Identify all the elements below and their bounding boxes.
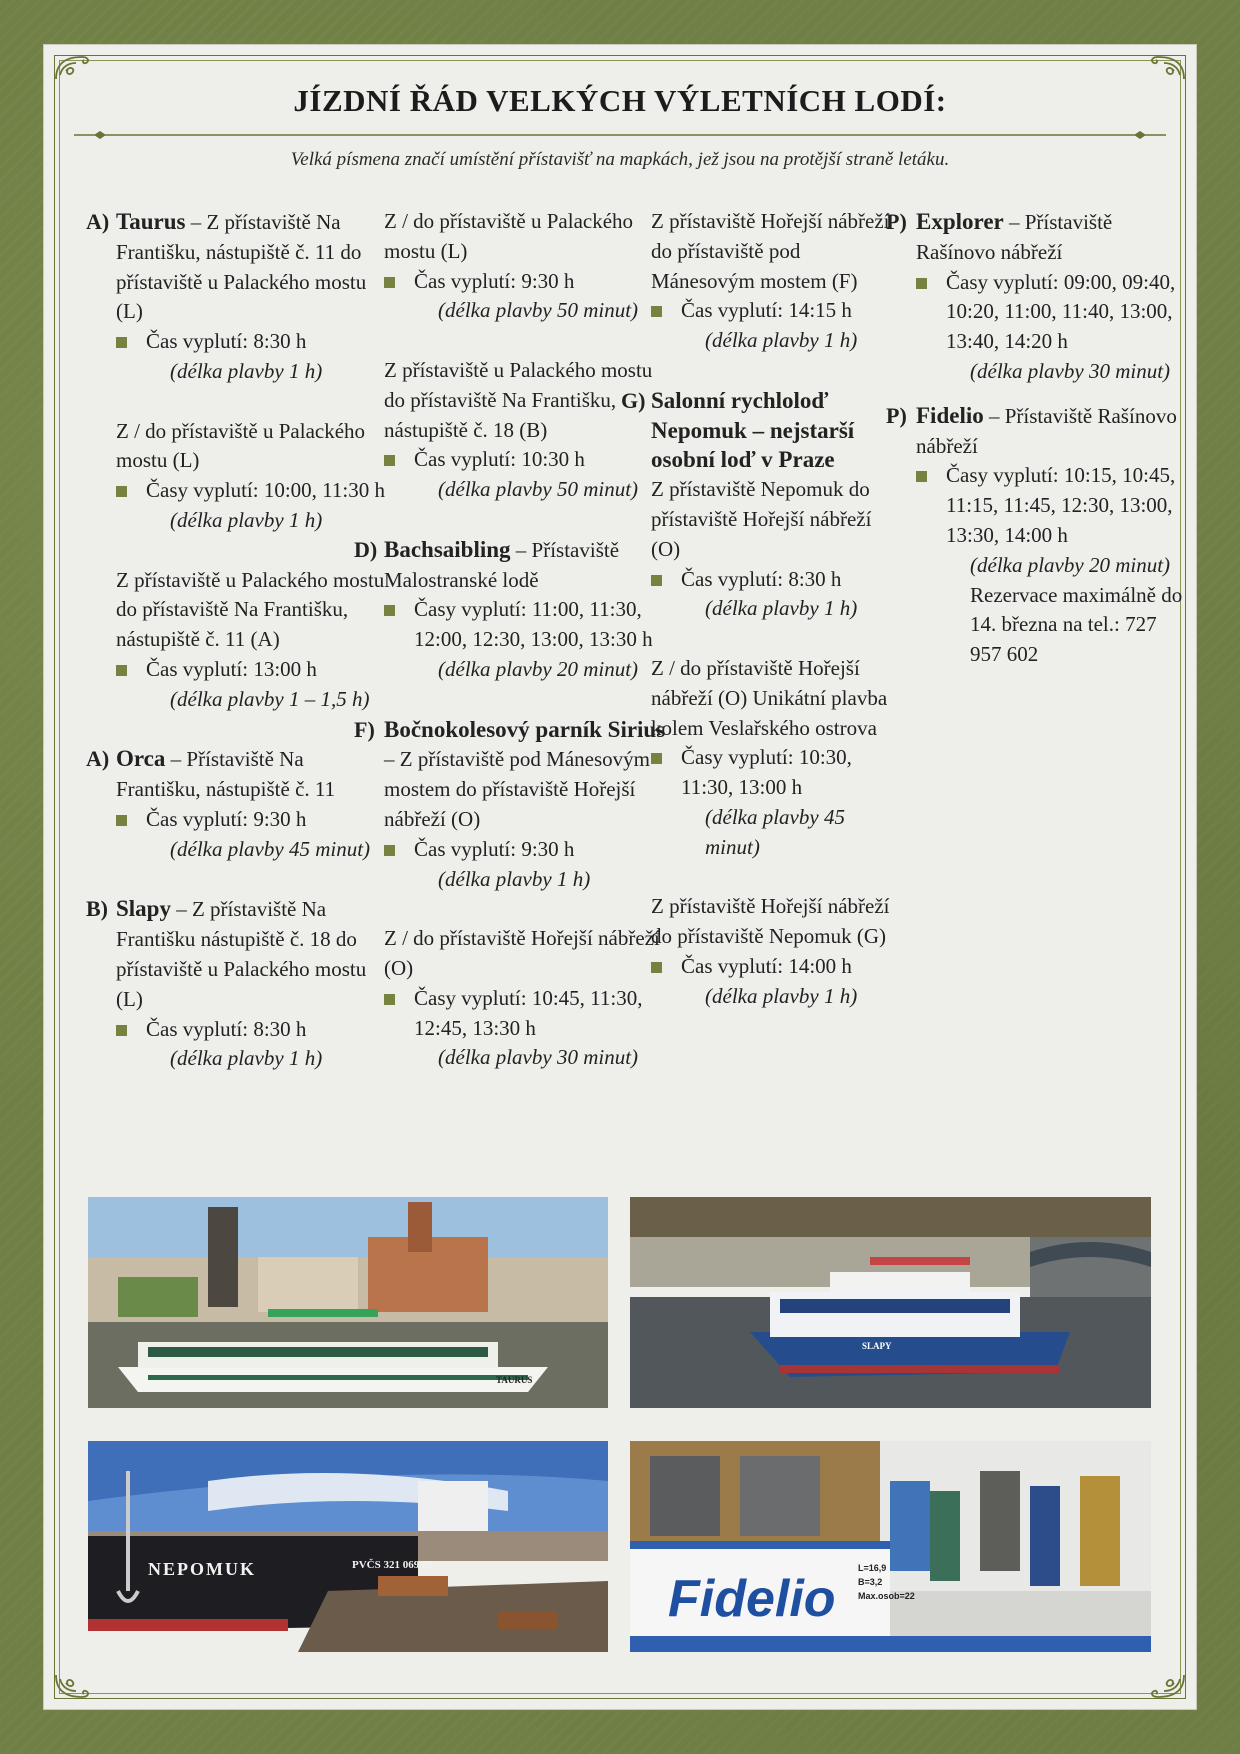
departure-item: Časy vyplutí: 10:15, 10:45, 11:15, 11:45, 12:30, 13:00, 13:30, 14:00 h (délka plavby 20 minut) Rezervace maximálně do 14. března na tel.: 727 957 602	[916, 461, 1186, 670]
departure-item: Časy vyplutí: 10:30, 11:30, 13:00 h (délka plavby 45 minut)	[651, 743, 901, 862]
reservation-note: Rezervace maximálně do 14. března na tel.: 727 957 602	[970, 582, 1183, 667]
entry-orca	[86, 744, 386, 864]
bullet-square-icon	[384, 605, 395, 616]
ship-name: Orca	[116, 746, 166, 772]
map-letter: P)	[886, 209, 907, 234]
title-divider	[74, 129, 1166, 141]
departure-item: Časy vyplutí: 10:45, 11:30, 12:45, 13:30 h (délka plavby 30 minut)	[384, 984, 670, 1073]
photo-fidelio-boat	[630, 1441, 1151, 1652]
route-desc: – Z přístaviště Na Františku nástupiště č. 18 do přístaviště u Palackého mostu (L)	[116, 897, 367, 1011]
duration: (délka plavby 20 minut)	[438, 656, 639, 681]
bullet-square-icon	[116, 815, 127, 826]
entry-fidelio	[886, 401, 1186, 670]
ship-name: Explorer	[916, 209, 1004, 234]
corner-ornament-icon	[52, 53, 96, 83]
registration-label: PVČS 321 069 89	[352, 1559, 433, 1571]
photo-taurus-boat	[88, 1197, 608, 1408]
boat-spec-length: L=16,9	[858, 1563, 887, 1573]
bullet-square-icon	[116, 337, 127, 348]
column-1	[86, 207, 386, 1074]
departure-item: Čas vyplutí: 8:30 h (délka plavby 1 h)	[116, 327, 386, 387]
bullet-square-icon	[116, 665, 127, 676]
route-desc: Z přístaviště Hořejší nábřeží do přístaviště pod Mánesovým mostem (F)	[651, 209, 890, 293]
route-desc: Z přístaviště Nepomuk do přístaviště Hořejší nábřeží (O)	[651, 477, 872, 561]
departure-item: Čas vyplutí: 13:00 h (délka plavby 1 – 1,5 h)	[116, 655, 386, 715]
page-subtitle: Velká písmena značí umístění přístavišť na mapkách, jež jsou na protější straně letáku.	[290, 149, 950, 170]
bullet-square-icon	[384, 455, 395, 466]
duration: (délka plavby 1 – 1,5 h)	[170, 686, 370, 711]
bullet-square-icon	[651, 753, 662, 764]
route-desc: – Přístaviště Rašínovo nábřeží	[916, 403, 1177, 458]
route-desc: – Z přístaviště Na Františku, nástupiště č. 11 do přístaviště u Palackého mostu (L)	[116, 210, 367, 324]
corner-ornament-icon	[52, 1671, 96, 1701]
route-desc: – Z přístaviště pod Mánesovým mostem do přístaviště Hořejší nábřeží (O)	[384, 747, 650, 831]
ship-name: Fidelio	[916, 402, 984, 428]
bullet-square-icon	[651, 306, 662, 317]
route-desc: Z přístaviště Hořejší nábřeží do přístaviště Nepomuk (G)	[651, 894, 890, 949]
ship-name: Bachsaibling	[384, 536, 511, 562]
route-desc: Z / do přístaviště Hořejší nábřeží (O) Unikátní plavba kolem Veslařského ostrova	[651, 655, 888, 740]
bullet-square-icon	[116, 486, 127, 497]
bullet-square-icon	[384, 994, 395, 1005]
corner-ornament-icon	[1144, 1671, 1188, 1701]
route-desc: – Přístaviště Malostranské lodě	[384, 537, 620, 592]
departure-item: Čas vyplutí: 10:30 h (délka plavby 50 minut)	[384, 445, 670, 505]
route-desc: – Přístaviště Na Františku, nástupiště č. 11	[116, 747, 336, 802]
entry-taurus	[86, 207, 386, 715]
duration: (délka plavby 1 h)	[170, 358, 323, 383]
duration: (délka plavby 30 minut)	[970, 358, 1171, 383]
map-letter: D)	[354, 536, 378, 562]
map-letter: B)	[86, 896, 108, 922]
departure-item: Čas vyplutí: 9:30 h (délka plavby 45 minut)	[116, 805, 386, 865]
route-desc: Z / do přístaviště Hořejší nábřeží (O)	[384, 926, 660, 980]
duration: (délka plavby 1 h)	[705, 328, 858, 353]
duration: (délka plavby 45 minut)	[705, 804, 845, 859]
column-3	[621, 207, 901, 1012]
duration: (délka plavby 1 h)	[705, 983, 858, 1008]
boat-name-label: Fidelio	[668, 1570, 836, 1628]
bullet-square-icon	[116, 1025, 127, 1036]
duration: (délka plavby 50 minut)	[438, 477, 639, 502]
map-letter: A)	[86, 746, 110, 772]
map-letter: P)	[886, 402, 907, 428]
ship-name: Taurus	[116, 209, 186, 234]
duration: (délka plavby 50 minut)	[438, 298, 639, 323]
duration: (délka plavby 20 minut)	[970, 552, 1171, 577]
entry-sirius-continued	[621, 207, 901, 356]
corner-ornament-icon	[1144, 53, 1188, 83]
duration: (délka plavby 45 minut)	[170, 836, 371, 861]
boat-name-label: SLAPY	[862, 1341, 892, 1351]
route-desc: Z přístaviště u Palackého mostu do přístaviště Na Františku, nástupiště č. 18 (B)	[384, 357, 653, 442]
boat-name-label: TAURUS	[496, 1375, 533, 1385]
bullet-square-icon	[384, 845, 395, 856]
map-letter: F)	[354, 716, 375, 742]
departure-item: Čas vyplutí: 9:30 h (délka plavby 1 h)	[384, 835, 670, 895]
ship-name: Salonní rychloloď Nepomuk – nejstarší osobní loď v Praze	[651, 387, 855, 473]
ship-name: Bočnokolesový parník Sirius	[384, 716, 666, 742]
map-letter: G)	[621, 387, 646, 413]
route-desc: Z / do přístaviště u Palackého mostu (L)	[116, 418, 366, 473]
route-desc: Z / do přístaviště u Palackého mostu (L)	[384, 209, 634, 263]
column-4	[886, 207, 1186, 670]
departure-item: Čas vyplutí: 14:15 h (délka plavby 1 h)	[651, 296, 901, 356]
bullet-square-icon	[651, 962, 662, 973]
bullet-square-icon	[384, 277, 395, 288]
page-title: JÍZDNÍ ŘÁD VELKÝCH VÝLETNÍCH LODÍ:	[293, 83, 947, 118]
leaflet-page	[44, 45, 1196, 1709]
departure-item: Čas vyplutí: 14:00 h (délka plavby 1 h)	[651, 952, 901, 1012]
route-desc: Z přístaviště u Palackého mostu do přístaviště Na Františku, nástupiště č. 11 (A)	[116, 567, 385, 652]
ship-name: Slapy	[116, 896, 171, 922]
departure-item: Časy vyplutí: 11:00, 11:30, 12:00, 12:30, 13:00, 13:30 h (délka plavby 20 minut)	[384, 595, 670, 684]
route-desc: – Přístaviště Rašínovo nábřeží	[916, 210, 1113, 264]
bullet-square-icon	[651, 575, 662, 586]
duration: (délka plavby 1 h)	[705, 596, 858, 621]
departure-item: Časy vyplutí: 09:00, 09:40, 10:20, 11:00, 11:40, 13:00, 13:40, 14:20 h (délka plavby 30 minut)	[916, 268, 1186, 387]
duration: (délka plavby 30 minut)	[438, 1045, 639, 1070]
bullet-square-icon	[916, 471, 927, 482]
boat-spec-capacity: Max.osob=22	[858, 1591, 915, 1601]
entry-explorer	[886, 207, 1186, 387]
boat-name-label: NEPOMUK	[148, 1559, 256, 1579]
boat-spec-beam: B=3,2	[858, 1577, 883, 1587]
entry-nepomuk	[621, 386, 901, 1012]
departure-item: Čas vyplutí: 8:30 h (délka plavby 1 h)	[651, 565, 901, 625]
photo-slapy-boat	[630, 1197, 1151, 1408]
departure-item: Časy vyplutí: 10:00, 11:30 h (délka plavby 1 h)	[116, 476, 386, 536]
duration: (délka plavby 1 h)	[170, 507, 323, 532]
photo-nepomuk-boat	[88, 1441, 608, 1652]
bullet-square-icon	[916, 278, 927, 289]
duration: (délka plavby 1 h)	[438, 866, 591, 891]
map-letter: A)	[86, 209, 110, 234]
departure-item: Čas vyplutí: 9:30 h (délka plavby 50 minut)	[384, 267, 670, 327]
entry-slapy	[86, 894, 386, 1074]
departure-item: Čas vyplutí: 8:30 h (délka plavby 1 h)	[116, 1015, 386, 1075]
duration: (délka plavby 1 h)	[170, 1046, 323, 1071]
